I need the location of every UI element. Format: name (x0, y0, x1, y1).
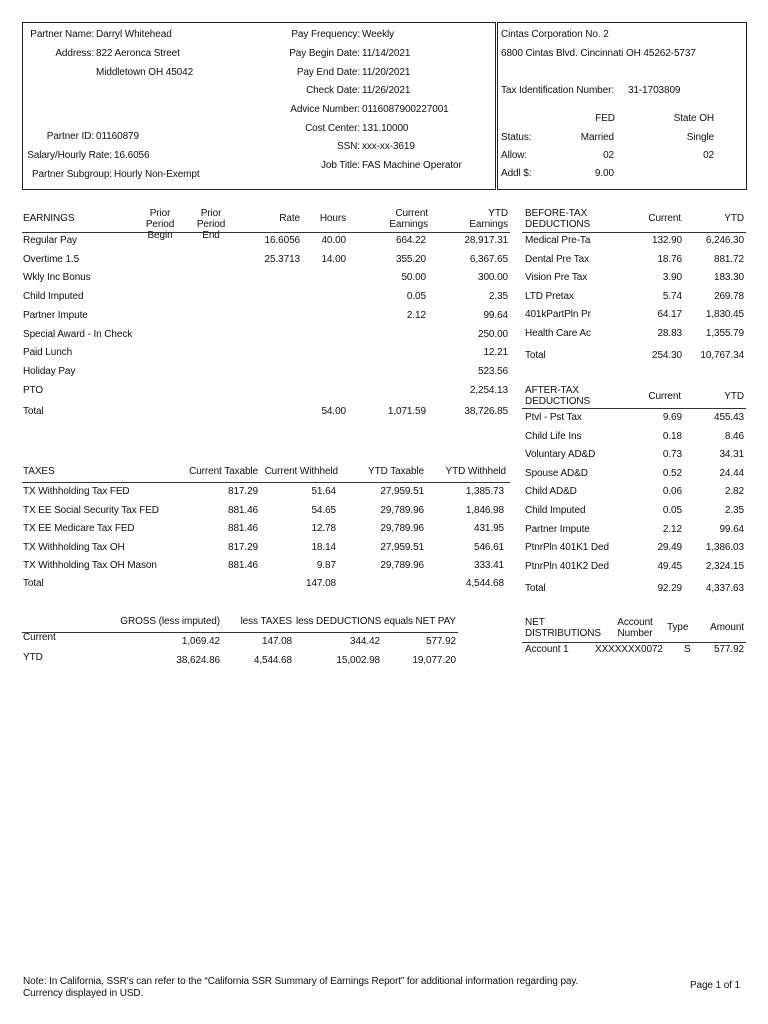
tax-row-name: TX Withholding Tax OH Mason (23, 560, 157, 571)
net-dist-account-number: XXXXXXX0072 (595, 644, 663, 655)
tax-row-current-withheld: 9.87 (316, 560, 336, 571)
earnings-row-ytd: 6,367.65 (469, 253, 508, 265)
ssn-label: SSN: (337, 141, 360, 152)
gross-header: GROSS (less imputed) (120, 616, 220, 627)
earnings-row-name: Special Award - In Check (23, 328, 133, 340)
before-tax-row-name: 401kPartPln Pr (525, 309, 591, 321)
after-tax-row-current: 0.05 (662, 505, 682, 516)
after-tax-row-ytd: 34.31 (719, 449, 744, 461)
tax-row-current-taxable: 881.46 (228, 504, 258, 516)
tax-row-current-taxable: 817.29 (228, 486, 258, 497)
before-tax-row-ytd: 269.78 (714, 290, 744, 302)
before-tax-row-current: 5.74 (662, 290, 682, 302)
earnings-row-rate: 25.3713 (264, 253, 300, 265)
status-label: Status: (501, 132, 532, 143)
earnings-row-hours: 14.00 (321, 253, 346, 265)
earnings-row-rate: 16.6056 (264, 235, 300, 246)
earnings-row-name: Paid Lunch (23, 347, 73, 359)
tax-row-current-withheld: 18.14 (311, 541, 336, 553)
before-tax-header-rule (522, 232, 746, 233)
current-taxable-header: Current Taxable (189, 466, 258, 477)
state-header: State OH (673, 113, 714, 124)
current-withheld-header: Current Withheld (264, 466, 338, 477)
rate-label: Salary/Hourly Rate: (27, 150, 112, 161)
tax-row-ytd-withheld: 333.41 (474, 560, 504, 571)
prior-period-end-header: Prior Period End (196, 208, 226, 241)
summary-current-gross: 1,069.42 (181, 636, 220, 647)
page-number: Page 1 of 1 (689, 980, 740, 991)
tax-row-ytd-withheld: 431.95 (474, 523, 504, 534)
summary-current-label: Current (23, 632, 56, 643)
job-title: FAS Machine Operator (362, 160, 462, 171)
before-tax-row-current: 18.76 (657, 253, 682, 265)
advice-number: 0116087900227001 (362, 104, 449, 115)
pay-frequency: Weekly (362, 29, 395, 40)
net-dist-amount: 577.92 (714, 644, 744, 655)
after-tax-total-current: 92.29 (657, 583, 682, 594)
summary-ytd-taxes: 4,544.68 (253, 655, 292, 666)
addl-label: Addl $: (501, 168, 532, 179)
ytd-earnings-header: YTD Earnings (469, 208, 508, 230)
pay-frequency-label: Pay Frequency: (291, 29, 360, 40)
before-tax-total-ytd: 10,767.34 (700, 350, 744, 361)
after-tax-row-ytd: 1,386.03 (705, 542, 744, 554)
after-tax-header: AFTER-TAX DEDUCTIONS (525, 385, 591, 407)
check-date-label: Check Date: (306, 85, 360, 96)
ssn: xxx-xx-3619 (362, 141, 415, 152)
tax-row-current-taxable: 817.29 (228, 541, 258, 553)
taxes-header-rule (22, 482, 510, 483)
after-tax-row-name: PtnrPln 401K1 Ded (525, 542, 609, 554)
after-tax-current-header: Current (648, 391, 681, 402)
after-tax-row-current: 0.52 (662, 467, 682, 479)
after-tax-row-current: 29.49 (657, 542, 682, 554)
current-earnings-header: Current Earnings (389, 208, 428, 230)
after-tax-row-name: Ptvl - Pst Tax (525, 412, 582, 423)
earnings-total-hours: 54.00 (321, 406, 346, 417)
after-tax-row-current: 0.73 (662, 449, 682, 461)
before-tax-row-name: Dental Pre Tax (525, 253, 590, 265)
taxes-header: TAXES (23, 466, 55, 477)
before-tax-row-name: LTD Pretax (525, 290, 574, 302)
before-tax-row-ytd: 183.30 (714, 272, 744, 284)
ytd-taxable-header: YTD Taxable (368, 466, 424, 477)
net-dist-type: S (684, 644, 691, 655)
earnings-row-current: 2.12 (406, 309, 426, 321)
earnings-row-name: Wkly Inc Bonus (23, 272, 91, 284)
after-tax-header-rule (522, 408, 746, 409)
tax-row-current-withheld: 51.64 (311, 486, 336, 497)
summary-current-taxes: 147.08 (262, 636, 292, 647)
earnings-row-ytd: 300.00 (478, 272, 508, 284)
net-dist-header-rule (522, 642, 746, 643)
before-tax-row-ytd: 1,355.79 (705, 328, 744, 339)
earnings-row-current: 664.22 (396, 235, 426, 246)
before-tax-row-current: 132.90 (652, 235, 682, 246)
account-number-header: Account Number (617, 617, 653, 639)
pay-end-label: Pay End Date: (296, 67, 360, 78)
job-title-label: Job Title: (320, 160, 360, 171)
net-dist-account: Account 1 (525, 644, 569, 655)
address-label: Address: (55, 48, 94, 59)
summary-header-rule (22, 632, 458, 633)
after-tax-row-current: 0.06 (662, 486, 682, 498)
status-state: Single (686, 132, 714, 143)
before-tax-header: BEFORE-TAX DEDUCTIONS (525, 208, 591, 230)
earnings-row-ytd: 99.64 (483, 309, 508, 321)
after-tax-row-name: Child Life Ins (525, 430, 582, 442)
after-tax-row-ytd: 8.46 (724, 430, 744, 442)
earnings-row-ytd: 523.56 (478, 365, 508, 377)
partner-id: 01160879 (96, 131, 139, 142)
ytd-withheld-header: YTD Withheld (445, 466, 506, 477)
summary-ytd-label: YTD (23, 652, 43, 663)
after-tax-row-ytd: 455.43 (714, 412, 744, 423)
earnings-row-ytd: 28,917.31 (464, 235, 508, 246)
summary-current-deductions: 344.42 (350, 636, 380, 647)
summary-ytd-net: 19,077.20 (412, 655, 456, 666)
after-tax-row-name: PtnrPln 401K2 Ded (525, 560, 609, 572)
earnings-row-name: Holiday Pay (23, 365, 76, 377)
before-tax-row-ytd: 1,830.45 (705, 309, 744, 321)
allow-label: Allow: (501, 150, 528, 161)
partner-id-label: Partner ID: (46, 131, 94, 142)
after-tax-row-ytd: 2,324.15 (705, 560, 744, 572)
before-tax-current-header: Current (648, 213, 681, 224)
cost-center-label: Cost Center: (305, 123, 360, 134)
taxes-total-ytd-withheld: 4,544.68 (465, 578, 504, 589)
earnings-total-ytd: 38,726.85 (464, 406, 508, 417)
footer-note: Note: In California, SSR's can refer to the “California SSR Summary of Earnings Report” for additional information regarding pay. (23, 976, 579, 987)
advice-number-label: Advice Number: (290, 104, 360, 115)
earnings-total-label: Total (23, 406, 44, 417)
after-tax-row-current: 0.18 (662, 430, 682, 442)
summary-current-net: 577.92 (426, 636, 456, 647)
before-tax-total-current: 254.30 (652, 350, 682, 361)
rate-header: Rate (279, 213, 300, 224)
address-line-2: Middletown OH 45042 (96, 67, 194, 78)
earnings-row-current: 355.20 (396, 253, 426, 265)
tax-row-current-taxable: 881.46 (228, 560, 258, 571)
tax-row-name: TX Withholding Tax FED (23, 486, 130, 497)
pay-begin-label: Pay Begin Date: (289, 48, 360, 59)
earnings-total-current: 1,071.59 (387, 406, 426, 417)
tax-row-ytd-taxable: 27,959.51 (380, 541, 424, 553)
partner-subgroup: Hourly Non-Exempt (114, 169, 200, 180)
after-tax-ytd-header: YTD (724, 391, 744, 402)
cost-center: 131.10000 (362, 123, 409, 134)
before-tax-row-current: 28.83 (657, 328, 682, 339)
after-tax-row-name: Spouse AD&D (525, 467, 588, 479)
after-tax-row-name: Child Imputed (525, 505, 586, 516)
earnings-row-ytd: 12.21 (483, 347, 508, 359)
tax-row-current-withheld: 54.65 (311, 504, 336, 516)
after-tax-row-ytd: 24.44 (719, 467, 744, 479)
tax-row-ytd-withheld: 546.61 (474, 541, 504, 553)
taxes-total-label: Total (23, 578, 44, 589)
after-tax-row-current: 2.12 (662, 523, 682, 535)
less-taxes-header: less TAXES (240, 616, 292, 627)
after-tax-row-ytd: 2.35 (724, 505, 744, 516)
before-tax-row-current: 64.17 (657, 309, 682, 321)
partner-name: Darryl Whitehead (96, 29, 172, 40)
less-deductions-header: less DEDUCTIONS (296, 616, 382, 627)
earnings-row-name: PTO (23, 384, 44, 396)
earnings-row-name: Partner Impute (23, 309, 88, 321)
net-distributions-header: NET DISTRIBUTIONS (525, 617, 601, 639)
hours-header: Hours (319, 213, 346, 224)
tax-row-ytd-withheld: 1,846.98 (465, 504, 504, 516)
after-tax-row-ytd: 99.64 (719, 523, 744, 535)
tax-row-ytd-taxable: 29,789.96 (380, 523, 424, 534)
tax-row-name: TX EE Social Security Tax FED (23, 504, 159, 516)
tax-row-current-taxable: 881.46 (228, 523, 258, 534)
prior-period-begin-header: Prior Period Begin (145, 208, 175, 241)
after-tax-row-name: Child AD&D (525, 486, 577, 498)
employer-name: Cintas Corporation No. 2 (501, 29, 609, 40)
earnings-row-ytd: 250.00 (478, 328, 508, 340)
earnings-row-name: Child Imputed (23, 291, 84, 303)
tax-row-name: TX EE Medicare Tax FED (23, 523, 135, 534)
before-tax-ytd-header: YTD (724, 213, 744, 224)
allow-state: 02 (703, 150, 714, 161)
summary-ytd-deductions: 15,002.98 (336, 655, 380, 666)
earnings-row-name: Regular Pay (23, 235, 77, 246)
after-tax-row-current: 9.69 (662, 412, 682, 423)
before-tax-row-name: Medical Pre-Ta (525, 235, 591, 246)
hourly-rate: 16.6056 (114, 150, 150, 161)
subgroup-label: Partner Subgroup: (31, 169, 112, 180)
tax-row-ytd-taxable: 29,789.96 (380, 504, 424, 516)
footer-currency: Currency displayed in USD. (23, 988, 144, 999)
earnings-row-ytd: 2,254.13 (469, 384, 508, 396)
tax-row-ytd-taxable: 27,959.51 (380, 486, 424, 497)
earnings-row-current: 0.05 (406, 291, 426, 303)
earnings-row-current: 50.00 (401, 272, 426, 284)
earnings-row-name: Overtime 1.5 (23, 253, 80, 265)
employer-address: 6800 Cintas Blvd. Cincinnati OH 45262-5737 (501, 48, 696, 59)
amount-header: Amount (710, 622, 744, 633)
net-pay-header: equals NET PAY (384, 616, 456, 627)
address-line-1: 822 Aeronca Street (96, 48, 180, 59)
type-header: Type (667, 622, 689, 633)
before-tax-row-name: Vision Pre Tax (525, 272, 588, 284)
allow-fed: 02 (603, 150, 614, 161)
status-fed: Married (580, 132, 614, 143)
after-tax-row-current: 49.45 (657, 560, 682, 572)
before-tax-row-ytd: 881.72 (714, 253, 744, 265)
after-tax-row-name: Partner Impute (525, 523, 590, 535)
after-tax-row-name: Voluntary AD&D (525, 449, 596, 461)
tax-row-ytd-withheld: 1,385.73 (465, 486, 504, 497)
check-date: 11/26/2021 (362, 85, 411, 96)
tax-id-number: 31-1703809 (628, 85, 681, 96)
before-tax-total-label: Total (525, 350, 546, 361)
before-tax-row-name: Health Care Ac (525, 328, 591, 339)
earnings-row-hours: 40.00 (321, 235, 346, 246)
addl-fed: 9.00 (594, 168, 614, 179)
tax-row-name: TX Withholding Tax OH (23, 541, 125, 553)
tax-row-ytd-taxable: 29,789.96 (380, 560, 424, 571)
fed-header: FED (595, 113, 615, 124)
pay-end-date: 11/20/2021 (362, 67, 411, 78)
tax-row-current-withheld: 12.78 (311, 523, 336, 534)
after-tax-row-ytd: 2.82 (724, 486, 744, 498)
taxes-total-withheld: 147.08 (306, 578, 336, 589)
summary-ytd-gross: 38,624.86 (176, 655, 220, 666)
earnings-header-rule (22, 232, 510, 233)
before-tax-row-current: 3.90 (662, 272, 682, 284)
earnings-header: EARNINGS (23, 213, 75, 224)
partner-name-label: Partner Name: (30, 29, 94, 40)
tin-label: Tax Identification Number: (501, 85, 615, 96)
earnings-row-ytd: 2.35 (488, 291, 508, 303)
pay-begin-date: 11/14/2021 (362, 48, 411, 59)
after-tax-total-label: Total (525, 583, 546, 594)
after-tax-total-ytd: 4,337.63 (705, 583, 744, 594)
before-tax-row-ytd: 6,246.30 (705, 235, 744, 246)
